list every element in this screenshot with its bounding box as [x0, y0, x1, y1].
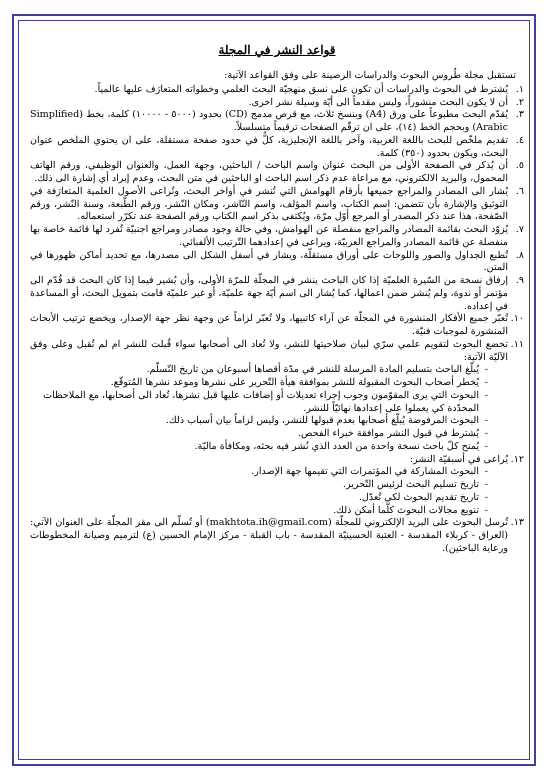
rule-item-13 — [30, 517, 524, 555]
rule-item-4 — [30, 135, 524, 161]
review-step — [30, 364, 488, 377]
rule-number: ٥. — [515, 160, 524, 172]
rule-item-8 — [30, 250, 524, 276]
rule-number: ٨. — [515, 249, 524, 261]
rule-number: ١٢. — [510, 453, 524, 465]
rule-text: أن يُذكر في الصفحة الأولى من البحث عنوان واسم الباحث / الباحثين، وجهة العمل، والعنوان الوظيفي، ورقم الهاتف المحمول، والبريد الالكتروني، مع مراعاة عدم ذكر اسم الباحث او الباحثين في متن البحث، وعدم إيراد أي إشارة الى ذلك. — [30, 160, 508, 184]
rule-text: يُقدّم البحث مطبوعاً على ورق (A4) وبنسخ ثلاث، مع قرص مدمج (CD) بحدود (٥٠٠٠ - ١٠٠٠٠) كلمة، بخط (Simplified Arabic) وبحجم الخط (١٤)، على ان ترقّم الصفحات ترقيماً متسلسلاً. — [30, 109, 508, 133]
rule-item-12 — [30, 454, 524, 467]
review-step-text: يُبلّغ الباحث بتسليم المادة المرسلة للنشر في مدّة أقصاها أسبوعان من تاريخ التّسلّم. — [146, 364, 479, 376]
priority-criterion — [30, 505, 488, 518]
review-step — [30, 415, 488, 428]
rule-text: يُشترط في البحوث والدراسات أن تكون على نسق منهجيّة البحث العلمي وخطواته المتعارَف عليها عالمياً. — [94, 83, 508, 95]
dash-bullet: - — [484, 428, 488, 439]
dash-bullet: - — [484, 440, 488, 452]
rule-number: ٣. — [515, 109, 524, 121]
rule-text: يُراعى في أسبقيّة النشر: — [409, 453, 508, 465]
rule-item-9 — [30, 275, 524, 313]
priority-criterion-text: تاريخ تسليم البحث لرئيس التّحرير. — [342, 479, 479, 490]
priority-criterion-text: تنويع مجالات البحوث كلّما أمكن ذلك. — [333, 504, 479, 516]
rule-number: ١١. — [510, 338, 524, 350]
rule-text: تقديم ملخّص للبحث باللغة العربية، وآخر باللغة الإنجليزية، كلٌّ في حدود صفحة مستقلة، على ان يحتوي الملخص عنوان البحث، ويكون بحدود (٣٥٠) كلمة. — [30, 134, 508, 159]
rule-text: تُطبع الجداول والصور واللوحات على أوراق مستقلّة، ويشار في أسفل الشكل الى مصدرها، مع تحديد أماكن ظهورها في المتن. — [30, 249, 508, 274]
review-step-text: يُخطر أصحاب البحوث المقبولة للنشر بموافقة هيأة التّحرير على نشرها وموعد نشرها المُتوقّع. — [110, 377, 479, 388]
submission-address-text: تُرسل البحوث على البريد الإلكتروني للمجلّة (makhtota.ih@gmail.com) أو تُسلّم الى مقر المجلّة على العنوان الآتي: (العراق - كربلاء المقدسة - العتبة الحسينيّة المقدسة - باب القبلة - مركز الإمام الحسين (ع) لترميم وصيانة المخطوطات ورعاية الباحثين). — [30, 517, 508, 554]
dash-bullet: - — [484, 504, 488, 516]
rule-number: ١. — [515, 83, 524, 95]
priority-criterion-text: تاريخ تقديم البحوث لكي تُعدّل. — [358, 491, 479, 503]
rule-number: ٤. — [515, 134, 524, 146]
rule-number: ٩. — [515, 275, 524, 286]
intro-paragraph: تستقبل مجلة طُروس البحوث والدراسات الرصينة على وفق القواعد الآتية: — [224, 70, 516, 81]
publishing-rules — [30, 42, 524, 556]
dash-bullet: - — [484, 389, 488, 401]
dash-bullet: - — [484, 466, 488, 478]
priority-criterion — [30, 492, 488, 505]
rule-item-5 — [30, 160, 524, 186]
review-step — [30, 377, 488, 390]
rule-text: تخضع البحوث لتقويم علمي سرّي لبيان صلاحيتها للنشر، ولا تُعاد الى أصحابها سواء قُبلت للنشر ام لم تُقبل وعلى وفق الآليّة الآتية: — [30, 338, 508, 363]
rule-number: ١٣. — [510, 517, 524, 529]
rule-number: ٦. — [515, 185, 524, 197]
rule-text: يُزوّد البحث بقائمة المصادر والمراجع منفصلة عن الهوامش، وفي حالة وجود مصادر ومراجع اجنبيّة تُفرد لها قائمة خاصة بها منفصلة عن قائمة المصادر والمراجع العربيّة، ويراعى في إعدادهما التّرتيب الألفبائي. — [30, 224, 508, 248]
dash-bullet: - — [484, 479, 488, 490]
review-step-text: البحوث التي يرى المقوّمون وجوب إجراء تعديلات أو إضافات عليها قبل نشرها، تُعاد الى أصحابها، مع الملاحظات المحدّدة كي يعملوا على إعدادها نهائيّاً للنشر. — [43, 389, 479, 414]
rule-number: ٧. — [515, 224, 524, 235]
dash-bullet: - — [484, 491, 488, 503]
priority-criterion — [30, 479, 488, 492]
rule-number: ١٠. — [510, 313, 524, 325]
review-step — [30, 428, 488, 441]
rule-text: تُعبّر جميع الأفكار المنشورة في المجلّة عن آراء كاتبيها، ولا تُعبّر لزاماً عن وجهة نظر جهة الإصدار، ويخضع ترتيب الأبحاث المنشورة لموجبات فنيّة. — [30, 313, 508, 337]
rule-text: أن لا يكون البحث منشوراً، وليس مقدماً الى أيّة وسيلة نشر اخرى. — [248, 96, 508, 108]
rule-item-11 — [30, 339, 524, 365]
rule-item-2 — [30, 97, 524, 110]
rule-text: يُشار الى المصادر والمراجع جميعها بأرقام الهوامش التي تُنشر في أواخر البحث، وتُراعى الأصول العلمية المتعارَفة في التوثيق والإشارة بأن تتضمن: اسم الكتاب، واسم المؤلف، واسم النّاشر، ومكان النّشر، ورقم الطّبعة، وسنة النّشر، ورقم الصّفحة، هذا عند ذكر المصدر أو المرجع أوّل مرّة، ويُكتفى بذكر اسم الكتاب ورقم الصفحة عند تكرّر استعماله. — [30, 185, 508, 223]
rule-item-10 — [30, 313, 524, 339]
rule-number: ٢. — [515, 96, 524, 108]
review-step-text: يُمنح كلّ باحث نسخة واحدة من العدد الذي نُشر فيه بحثه، ومكافأة ماليّة. — [194, 440, 479, 452]
priority-criterion-text: البحوث المشاركة في المؤتمرات التي تقيمها جهة الإصدار. — [251, 466, 479, 478]
rule-item-7 — [30, 224, 524, 250]
review-step-text: يُشترط في قبول النشر موافقة خبراء الفحص. — [298, 428, 479, 439]
rule-item-1 — [30, 84, 524, 97]
page-title: قواعد النشر في المجلة — [218, 43, 336, 57]
review-step-text: البحوث المرفوضة يُبلّغ أصحابها بعدم قبولها للنشر، وليس لزاماً بيان أسباب ذلك. — [165, 415, 479, 427]
dash-bullet: - — [484, 377, 488, 388]
rule-item-3 — [30, 109, 524, 135]
rule-item-6 — [30, 186, 524, 224]
rule-text: إرفاق نسخة من السّيرة العلميّة إذا كان الباحث ينشر في المجلّة للمرّة الأولى، وأن يُشير فيما إذا كان البحث قد قُدّم الى مؤتمر أو ندوة، ولم يُنشر ضمن اعمالها، كما يُشار الى اسم أيّة جهة علميّة، أو غير علميّة قامت بتمويل البحث، أو المساعدة في إعداده. — [30, 275, 508, 312]
review-step — [30, 441, 488, 454]
priority-criterion — [30, 466, 488, 479]
dash-bullet: - — [484, 364, 488, 376]
review-step — [30, 390, 488, 416]
dash-bullet: - — [484, 415, 488, 427]
